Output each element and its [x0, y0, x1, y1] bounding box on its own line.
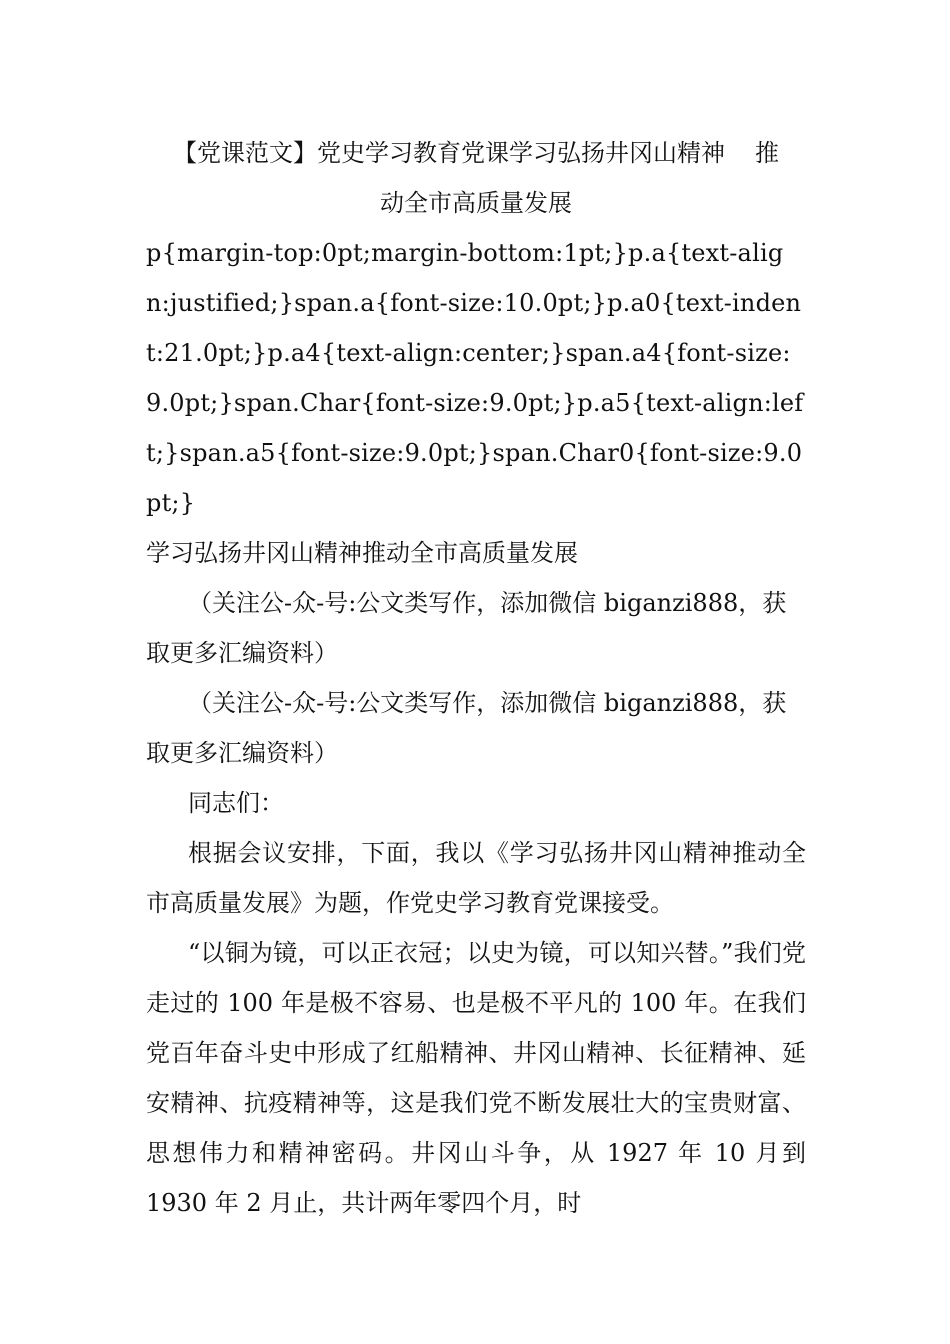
document-title	[146, 128, 806, 228]
title-line2-text: 动全市高质量发展	[380, 189, 572, 217]
paragraph-1: 根据会议安排，下面，我以《学习弘扬井冈山精神推动全市高质量发展》为题，作党史学习教育党课接受。	[146, 839, 806, 917]
subtitle: 学习弘扬井冈山精神推动全市高质量发展	[146, 539, 578, 567]
title-line1-text: 【党课范文】党史学习教育党课学习弘扬井冈山精神	[173, 139, 725, 167]
document-page	[146, 128, 806, 1228]
notice-paragraph-2: （关注公-众-号:公文类写作，添加微信 biganzi888，获取更多汇编资料）	[146, 689, 787, 767]
paragraph-2: “以铜为镜，可以正衣冠；以史为镜，可以知兴替。”我们党走过的 100 年是极不容易、也是极不平凡的 100 年。在我们党百年奋斗史中形成了红船精神、井冈山精神、长征精神、延安精神、抗疫精神等，这是我们党不断发展壮大的宝贵财富、思想伟力和精神密码。井冈山斗争，从 1927 年 10 月到 1930 年 2 月止，共计两年零四个月，时	[146, 939, 806, 1217]
greeting: 同志们：	[188, 789, 284, 817]
title-line1-tail: 推	[755, 139, 779, 167]
notice-paragraph-1: （关注公-众-号:公文类写作，添加微信 biganzi888，获取更多汇编资料）	[146, 589, 787, 667]
css-code-text: p{margin-top:0pt;margin-bottom:1pt;}p.a{text-align:justified;}span.a{font-size:10.0pt;}p.a0{text-indent:21.0pt;}p.a4{text-align:center;}span.a4{font-size:9.0pt;}span.Char{font-size:9.0pt;}p.a5{text-align:left;}span.a5{font-size:9.0pt;}span.Char0{font-size:9.0pt;}	[146, 239, 804, 517]
